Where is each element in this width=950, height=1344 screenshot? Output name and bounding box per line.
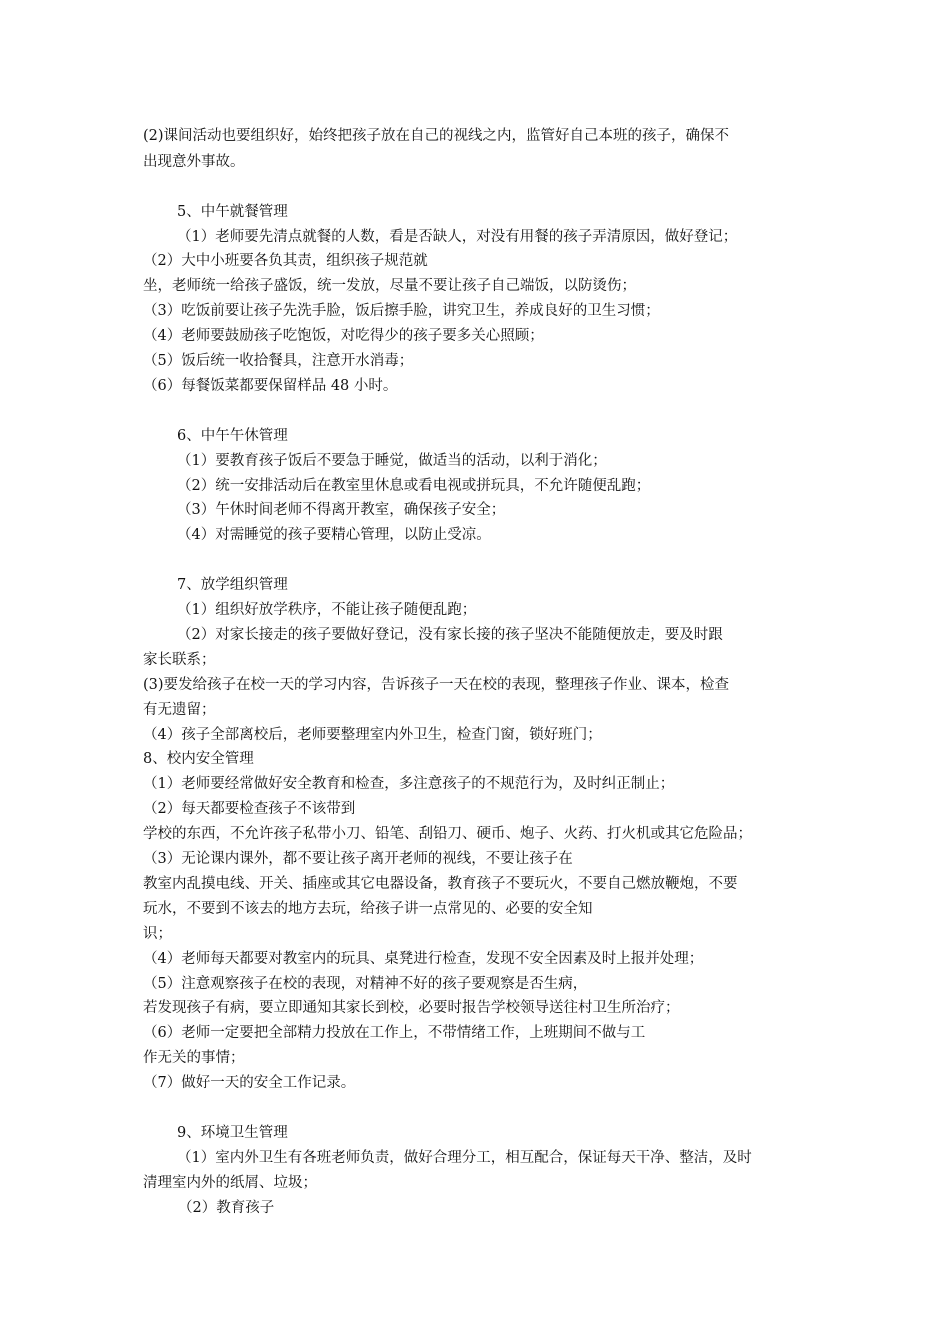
paragraph-line: 玩水，不要到不该去的地方去玩，给孩子讲一点常见的、必要的安全知 [143, 901, 593, 917]
paragraph-line: （4）老师每天都要对教室内的玩具、桌凳进行检查，发现不安全因素及时上报并处理； [143, 951, 704, 967]
paragraph-line: 有无遗留； [143, 702, 216, 718]
paragraph-line: 清理室内外的纸屑、垃圾； [143, 1175, 317, 1191]
paragraph-line: （1）老师要经常做好安全教育和检查，多注意孩子的不规范行为，及时纠正制止； [143, 776, 675, 792]
paragraph-line: （1）老师要先清点就餐的人数，看是否缺人，对没有用餐的孩子弄清原因，做好登记； [177, 229, 738, 245]
paragraph-line: 出现意外事故。 [143, 154, 245, 170]
paragraph-line: （6）老师一定要把全部精力投放在工作上，不带情绪工作，上班期间不做与工 [143, 1025, 646, 1041]
paragraph-line: 识； [143, 926, 172, 942]
paragraph-line: （2）对家长接走的孩子要做好登记，没有家长接的孩子坚决不能随便放走，要及时跟 [177, 627, 723, 643]
paragraph-line: （5）注意观察孩子在校的表现，对精神不好的孩子要观察是否生病， [143, 976, 588, 992]
paragraph-line: （2）每天都要检查孩子不该带到 [143, 801, 356, 817]
paragraph-line: 学校的东西，不允许孩子私带小刀、铅笔、刮铅刀、硬币、炮子、火药、打火机或其它危险品； [143, 826, 752, 842]
paragraph-line: （2）教育孩子 [178, 1200, 275, 1216]
paragraph-line: （1）室内外卫生有各班老师负责，做好合理分工，相互配合，保证每天干净、整洁，及时 [177, 1150, 752, 1166]
paragraph-line: （2）统一安排活动后在教室里休息或看电视或拼玩具，不允许随便乱跑； [177, 478, 651, 494]
paragraph-line: （7）做好一天的安全工作记录。 [143, 1075, 356, 1091]
paragraph-line: （4）对需睡觉的孩子要精心管理，以防止受凉。 [177, 527, 491, 543]
paragraph-line: （6）每餐饭菜都要保留样品 48 小时。 [143, 378, 398, 394]
section-heading: 7、放学组织管理 [177, 577, 288, 593]
section-heading: 8、校内安全管理 [143, 751, 254, 767]
paragraph-line: （3）无论课内课外，都不要让孩子离开老师的视线，不要让孩子在 [143, 851, 573, 867]
section-heading: 5、中午就餐管理 [177, 204, 288, 220]
section-heading: 9、环境卫生管理 [177, 1125, 288, 1141]
paragraph-line: （3）午休时间老师不得离开教室，确保孩子安全； [177, 502, 506, 518]
paragraph-line: （4）老师要鼓励孩子吃饱饭，对吃得少的孩子要多关心照顾； [143, 328, 544, 344]
paragraph-line: （5）饭后统一收拾餐具，注意开水消毒； [143, 353, 414, 369]
paragraph-line: 若发现孩子有病，要立即通知其家长到校，必要时报告学校领导送往村卫生所治疗； [143, 1000, 680, 1016]
paragraph-line: 教室内乱摸电线、开关、插座或其它电器设备，教育孩子不要玩火，不要自己燃放鞭炮，不要 [143, 876, 738, 892]
paragraph-line: (2)课间活动也要组织好，始终把孩子放在自己的视线之内，监管好自己本班的孩子，确保不 [143, 128, 730, 144]
section-heading: 6、中午午休管理 [177, 428, 288, 444]
paragraph-line: 作无关的事情； [143, 1050, 245, 1066]
paragraph-line: （2）大中小班要各负其责，组织孩子规范就 [143, 253, 428, 269]
paragraph-line: 坐，老师统一给孩子盛饭，统一发放，尽量不要让孩子自己端饭，以防烫伤； [143, 278, 636, 294]
paragraph-line: （1）组织好放学秩序，不能让孩子随便乱跑； [177, 602, 477, 618]
paragraph-line: （1）要教育孩子饭后不要急于睡觉，做适当的活动，以利于消化； [177, 453, 607, 469]
paragraph-line: 家长联系； [143, 652, 216, 668]
paragraph-line: (3)要发给孩子在校一天的学习内容，告诉孩子一天在校的表现，整理孩子作业、课本，检查 [143, 677, 730, 693]
paragraph-line: （3）吃饭前要让孩子先洗手脸，饭后擦手脸，讲究卫生，养成良好的卫生习惯； [143, 303, 660, 319]
paragraph-line: （4）孩子全部离校后，老师要整理室内外卫生，检查门窗，锁好班门； [143, 727, 602, 743]
